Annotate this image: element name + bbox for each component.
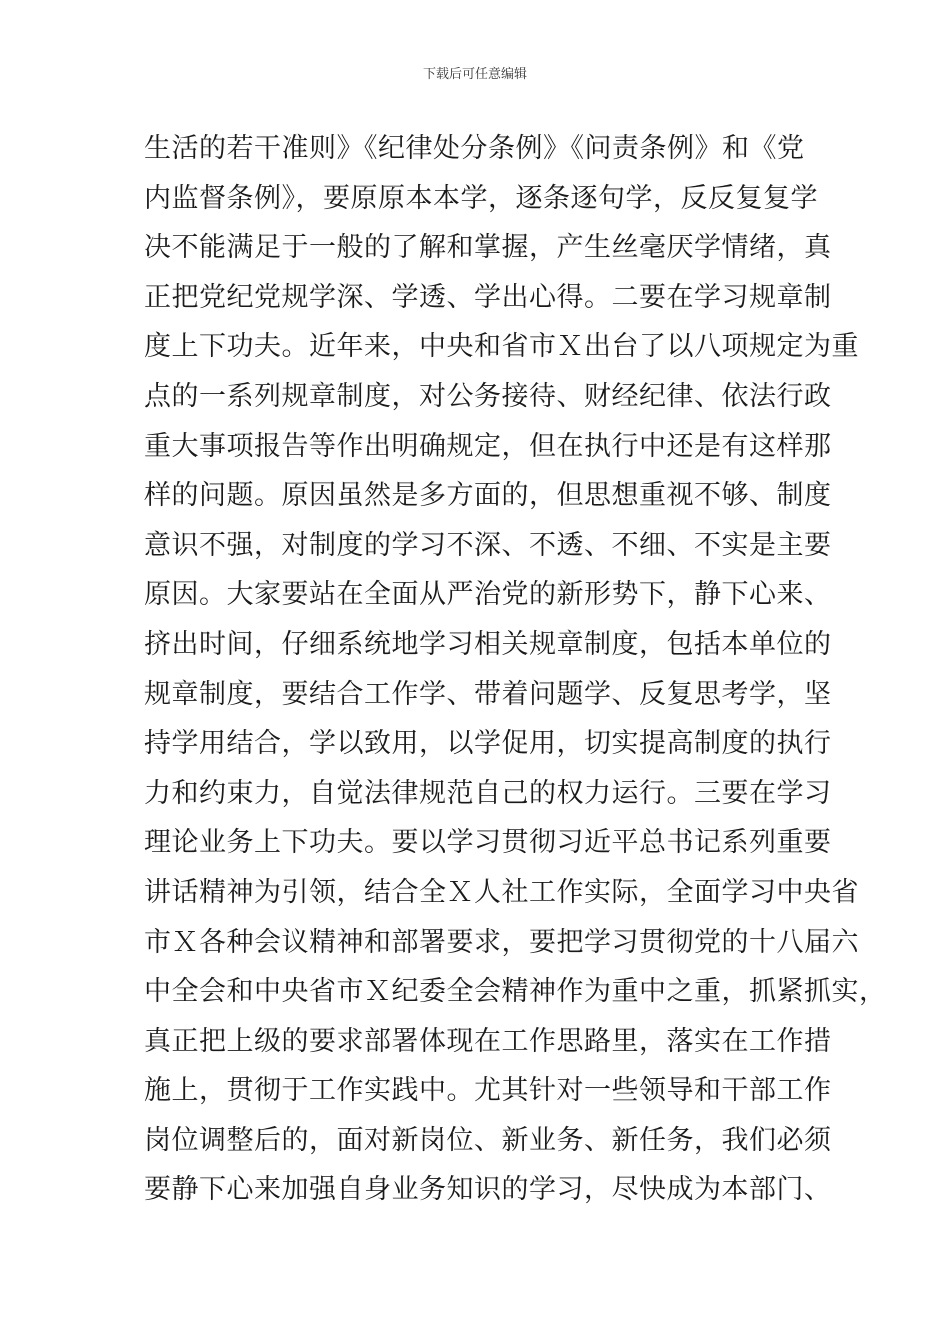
text-line: 岗位调整后的，面对新岗位、新业务、新任务，我们必须 bbox=[144, 1124, 832, 1156]
text-line: 挤出时间，仔细系统地学习相关规章制度，包括本单位的 bbox=[144, 628, 832, 660]
text-line: 点的一系列规章制度，对公务接待、财经纪律、依法行政 bbox=[144, 380, 832, 412]
page-header: 下载后可任意编辑 bbox=[422, 67, 527, 82]
text-line: 讲话精神为引领，结合全Ｘ人社工作实际，全面学习中央省 bbox=[144, 876, 859, 908]
text-line: 样的问题。原因虽然是多方面的，但思想重视不够、制度 bbox=[144, 480, 832, 512]
text-line: 正把党纪党规学深、学透、学出心得。二要在学习规章制 bbox=[144, 281, 832, 313]
text-line: 度上下功夫。近年来，中央和省市Ｘ出台了以八项规定为重 bbox=[144, 331, 859, 363]
text-line: 意识不强，对制度的学习不深、不透、不细、不实是主要 bbox=[144, 529, 832, 561]
text-line: 真正把上级的要求部署体现在工作思路里，落实在工作措 bbox=[144, 1025, 832, 1057]
text-line: 重大事项报告等作出明确规定，但在执行中还是有这样那 bbox=[144, 430, 832, 462]
text-line: 规章制度，要结合工作学、带着问题学、反复思考学，坚 bbox=[144, 678, 832, 710]
text-line: 中全会和中央省市Ｘ纪委全会精神作为重中之重，抓紧抓实， bbox=[144, 976, 887, 1008]
text-line: 施上，贯彻于工作实践中。尤其针对一些领导和干部工作 bbox=[144, 1075, 832, 1107]
text-line: 原因。大家要站在全面从严治党的新形势下，静下心来、 bbox=[144, 579, 832, 611]
text-line: 生活的若干准则》《纪律处分条例》《问责条例》和《党 bbox=[144, 133, 805, 164]
text-line: 理论业务上下功夫。要以学习贯彻习近平总书记系列重要 bbox=[144, 827, 832, 859]
text-line: 决不能满足于一般的了解和掌握，产生丝毫厌学情绪，真 bbox=[144, 232, 832, 264]
text-line: 要静下心来加强自身业务知识的学习，尽快成为本部门、 bbox=[144, 1174, 832, 1206]
text-line: 市Ｘ各种会议精神和部署要求，要把学习贯彻党的十八届六 bbox=[144, 926, 859, 958]
text-line: 力和约束力，自觉法律规范自己的权力运行。三要在学习 bbox=[144, 777, 832, 809]
text-line: 内监督条例》，要原原本本学，逐条逐句学，反反复复学 bbox=[144, 182, 818, 214]
document-body bbox=[144, 124, 887, 1215]
text-line: 持学用结合，学以致用，以学促用，切实提高制度的执行 bbox=[144, 728, 832, 760]
